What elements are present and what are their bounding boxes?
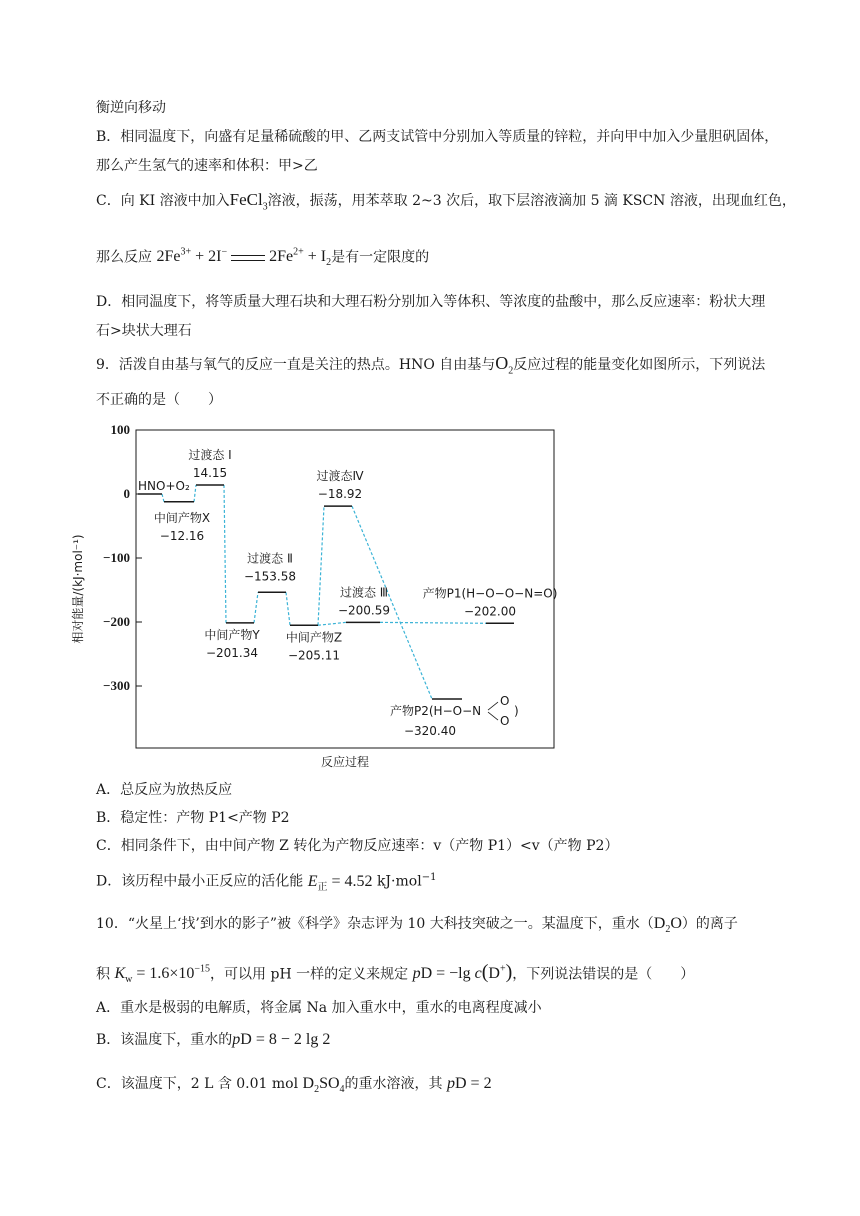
q8-option-a-tail: 衡逆向移动 — [96, 100, 166, 116]
formula-kw: $K_w = 1.6\times 10^{-15}$ — [114, 964, 211, 986]
text: 9．活泼自由基与氧气的反应一直是关注的热点。HNO 自由基与 — [96, 357, 496, 373]
path-connector — [194, 485, 196, 502]
path-connector — [162, 494, 164, 502]
text: ，下列说法错误的是（ ） — [512, 966, 695, 983]
level-value: −320.40 — [403, 724, 457, 739]
activation-energy-formula: $E_正 = 4.52$ — [307, 872, 373, 893]
level-name: 中间产物X — [153, 510, 211, 525]
text: 积 — [96, 966, 110, 983]
level-name: 中间产物Y — [204, 627, 260, 642]
level-name: 产物P2(H−O−N — [390, 704, 482, 719]
text: ）的离子 — [681, 916, 738, 932]
q8-option-d-line1: D．相同温度下，将等质量大理石块和大理石粉分别加入等体积、等浓度的盐酸中，那么反应速率：粉状大理 — [96, 294, 766, 310]
q10-option-a: A．重水是极弱的电解质，将金属 Na 加入重水中，重水的电离程度减小 — [96, 1000, 542, 1016]
path-connector — [286, 592, 290, 625]
level-value: −201.34 — [205, 645, 259, 660]
text: B．该温度下，重水的 — [96, 1032, 233, 1048]
formula-d2so4: $D_2SO_4$ — [302, 1075, 345, 1096]
p2-bond-down — [488, 712, 498, 720]
level-name: 过渡态 Ⅰ — [188, 447, 232, 462]
level-name: 产物P1(H−O−O−N=O) — [422, 586, 558, 601]
text: D．该历程中最小正反应的活化能 — [96, 873, 304, 890]
formula-pd-definition: pD = −lg c(D+) — [412, 961, 513, 984]
reaction-equation: $2Fe^{3+} + 2I^-$ $2Fe^{2+} + I_2$ — [156, 247, 332, 269]
text: ，可以用 pH 一样的定义来规定 — [210, 966, 409, 983]
text: 反应过程的能量变化如图所示，下列说法 — [513, 357, 766, 373]
p2-oxygen-bottom: O — [500, 714, 510, 729]
equals-sign-icon — [231, 255, 265, 261]
y-tick-label: −200 — [103, 614, 130, 629]
q8-option-c-line2 — [96, 243, 429, 274]
q10-option-c — [96, 1074, 492, 1100]
level-value: −205.11 — [287, 648, 341, 663]
text: C．向 KI 溶液中加入 — [96, 193, 230, 209]
p2-bond-up — [488, 702, 498, 710]
p2-paren: ) — [514, 704, 519, 719]
path-connector — [318, 622, 346, 625]
text: 10．“火星上‘找’到水的影子”被《科学》杂志评为 10 大科技突破之一。某温度下，重水（ — [96, 916, 654, 932]
level-name: HNO+O₂ — [138, 479, 190, 493]
q9-option-c: C．相同条件下，由中间产物 Z 转化为产物反应速率：v（产物 P1）<v（产物 P2） — [96, 838, 619, 854]
y-tick-label: −300 — [103, 678, 130, 693]
text: 溶液，振荡，用苯萃取 2~3 次后，取下层溶液滴加 5 滴 KSCN 溶液，出现血红色， — [267, 193, 796, 209]
path-connector — [254, 592, 258, 623]
y-tick-label: −100 — [103, 550, 130, 565]
q8-option-d-line2: 石>块状大理石 — [96, 323, 192, 339]
q9-stem-line1 — [96, 353, 765, 382]
energy-diagram — [70, 418, 570, 773]
level-value: −18.92 — [317, 487, 363, 502]
text: C．该温度下，2 L 含 0.01 mol — [96, 1076, 299, 1092]
level-name: 过渡态Ⅳ — [316, 469, 364, 484]
text: 那么反应 — [96, 249, 152, 266]
p2-oxygen-top: O — [500, 694, 510, 709]
formula-o2: $O_2$ — [495, 353, 514, 377]
formula-fecl3: FeCl$_3$ — [229, 190, 268, 213]
q10-option-b — [96, 1030, 330, 1050]
path-connector — [380, 622, 486, 623]
q8-option-c-line1 — [96, 190, 796, 217]
q10-stem-line1 — [96, 914, 738, 940]
y-tick-label: 0 — [123, 486, 130, 501]
level-name: 中间产物Z — [285, 630, 343, 645]
level-value: −12.16 — [159, 528, 205, 543]
level-value: 14.15 — [192, 465, 228, 480]
y-axis-label: 相对能量/(kJ·mol⁻¹) — [71, 534, 85, 644]
path-connector — [318, 506, 324, 625]
q9-option-d: D．该历程中最小正反应的活化能 $E_正 = 4.52$ kJ·mol$^{-1}$ — [96, 872, 437, 893]
formula-pd-value: pD = 8 − 2 lg 2 — [232, 1031, 331, 1048]
x-axis-label: 反应过程 — [320, 755, 370, 769]
q9-option-b: B．稳定性：产物 P1<产物 P2 — [96, 810, 290, 826]
level-value: −202.00 — [463, 604, 517, 619]
formula-fecl3-base: FeCl — [229, 190, 263, 209]
q8-option-b-line2: 那么产生氢气的速率和体积：甲>乙 — [96, 158, 318, 174]
level-value: −153.58 — [243, 569, 297, 584]
level-name: 过渡态 Ⅱ — [247, 551, 293, 566]
text: 的重水溶液，其 — [344, 1076, 443, 1092]
level-name: 过渡态 Ⅲ — [339, 585, 389, 600]
level-value: −200.59 — [337, 603, 391, 618]
q9-option-a: A．总反应为放热反应 — [96, 782, 233, 798]
unit: kJ·mol — [376, 873, 422, 890]
text: 是有一定限度的 — [331, 249, 430, 266]
formula-d2o: $D_2O$ — [653, 915, 682, 936]
path-connector — [224, 485, 226, 623]
formula-pd-2: pD = 2 — [447, 1075, 492, 1092]
q10-stem-line2 — [96, 960, 694, 991]
y-tick-label: 100 — [110, 422, 130, 437]
level-labels — [138, 447, 557, 738]
q9-stem-line2: 不正确的是（ ） — [96, 392, 222, 408]
q8-option-b-line1: B．相同温度下，向盛有足量稀硫酸的甲、乙两支试管中分别加入等质量的锌粒，并向甲中加入少量胆矾固体， — [96, 129, 779, 145]
